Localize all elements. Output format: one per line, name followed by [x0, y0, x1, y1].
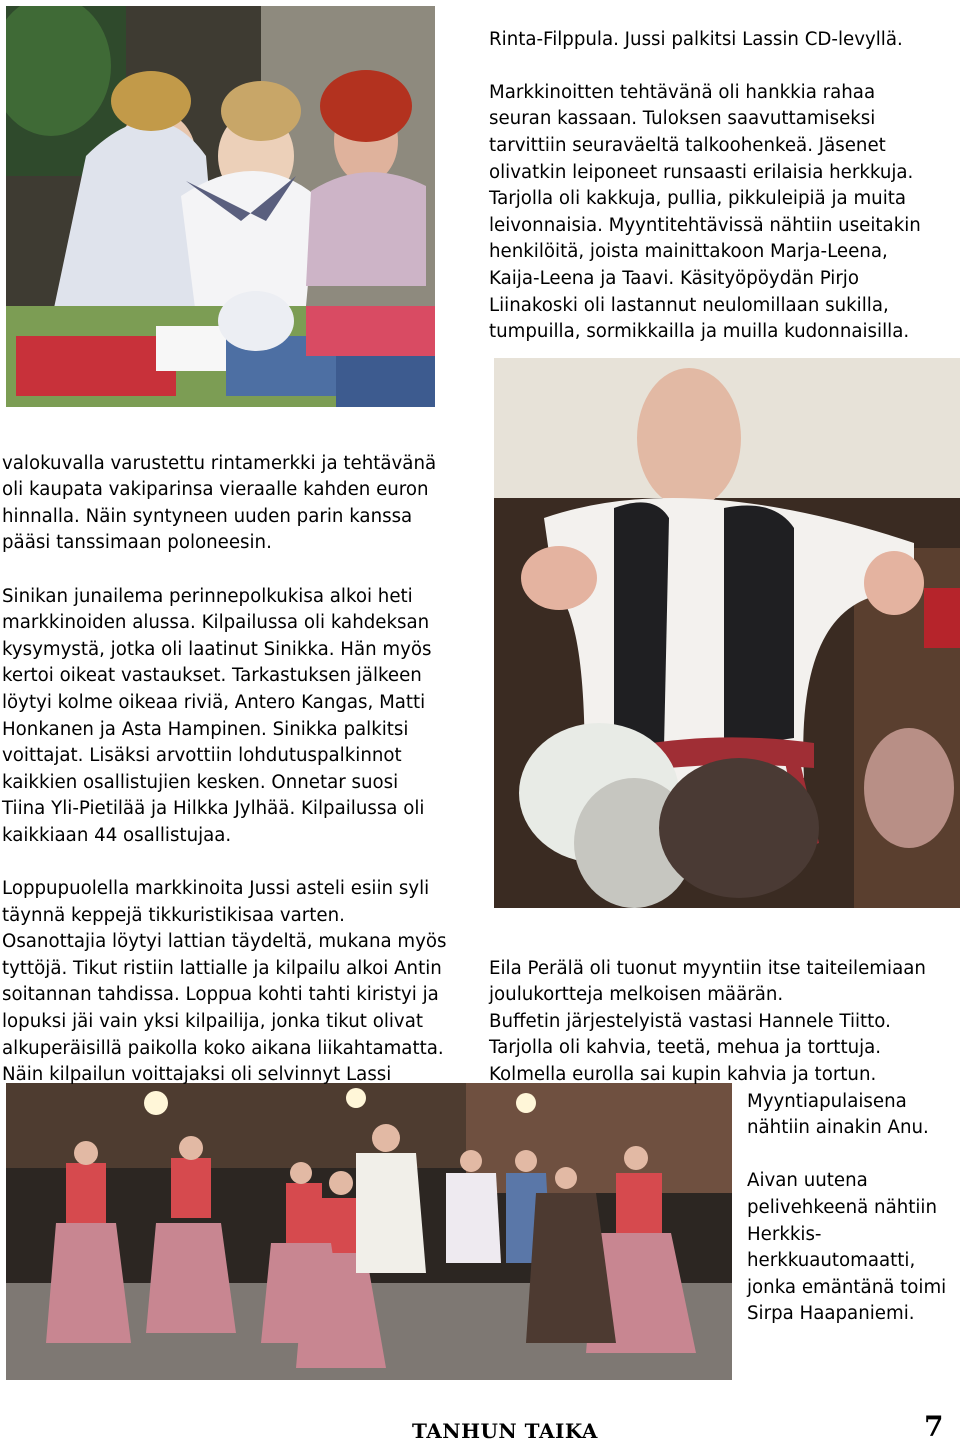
paragraph-cd-prize: Rinta-Filppula. Jussi palkitsi Lassin CD-levyllä.	[489, 28, 903, 50]
paragraph-sales-assistant: Myyntiapulaisena nähtiin ainakin Anu.	[747, 1090, 929, 1139]
paragraph-badge: valokuvalla varustettu rintamerkki ja tehtävänä oli kaupata vakiparinsa vieraalle kahden euron hinnalla. Näin syntyneen uuden parin kanssa pääsi tanssimaan poloneesin.	[2, 452, 437, 554]
text-block-top-right	[489, 0, 921, 372]
page-number: 7	[924, 1410, 944, 1443]
paragraph-candy-machine: Aivan uutena pelivehkeenä nähtiin Herkkis- herkkuautomaatti, jonka emäntänä toimi Sirpa Haapaniemi.	[747, 1170, 947, 1325]
photo-man-in-folk-costume	[494, 358, 960, 908]
photo-dancers	[6, 1083, 732, 1380]
text-block-left-column	[2, 424, 446, 1115]
paragraph-quiz: Sinikan junailema perinnepolkukisa alkoi heti markkinoiden alussa. Kilpailussa oli kahdeksan kysymystä, jotka oli laatinut Sinikka. Hän myös kertoi oikeat vastaukset. Tarkastuksen jälkeen löytyi kolme oikeaa riviä, Antero Kangas, Matti Honkanen ja Asta Hampinen. Sinikka palkitsi voittajat. Lisäksi arvottiin lohdutuspalkinnot kaikkien osallistujien kesken. Onnetar suosi Tiina Yli-Pietilää ja Hilkka Jylhää. Kilpailussa oli kaikkiaan 44 osallistujaa.	[2, 585, 432, 846]
paragraph-cards-buffet: Eila Perälä oli tuonut myyntiin itse taiteilemiaan joulukortteja melkoisen määrän. Buffetin järjestelyistä vastasi Hannele Tiitto. Tarjolla oli kahvia, teetä, mehua ja torttuja. Kolmella eurolla sai kupin kahvia ja tortun.	[489, 957, 926, 1085]
paragraph-market-purpose: Markkinoitten tehtävänä oli hankkia rahaa seuran kassaan. Tuloksen saavuttamiseksi tarvittiin seuraväeltä talkoohenkeä. Jäsenet olivatkin leiponeet runsaasti erilaisia herkkuja. Tarjolla oli kakkuja, pullia, pikkuleipiä ja muita leivonnaisia. Myyntitehtävissä nähtiin useitakin henkilöitä, joista mainittakoon Marja-Leena, Kaija-Leena ja Taavi. Käsityöpöydän Pirjo Liinakoski oli lastannut neulomillaan sukilla, tumpuilla, sormikkailla ja muilla kudonnaisilla.	[489, 81, 921, 343]
paragraph-stick-game: Loppupuolella markkinoita Jussi asteli esiin syli täynnä keppejä tikkuristikisaa varten. Osanottajia löytyi lattian täydeltä, mukana myös tyttöjä. Tikut ristiin lattialle ja kilpailu alkoi Antin soitannan tahdissa. Loppua kohti tahti kiristyi ja lopuksi jäi vain yksi kilpailija, jonka tikut olivat alkuperäisillä paikolla koko aikana liikahtamatta. Näin kilpailun voittajaksi oli selvinnyt Lassi	[2, 878, 447, 1086]
photo-market-stall	[6, 6, 435, 407]
footer-title: TANHUN TAIKA	[412, 1419, 598, 1443]
text-block-bottom-right	[747, 1062, 946, 1355]
